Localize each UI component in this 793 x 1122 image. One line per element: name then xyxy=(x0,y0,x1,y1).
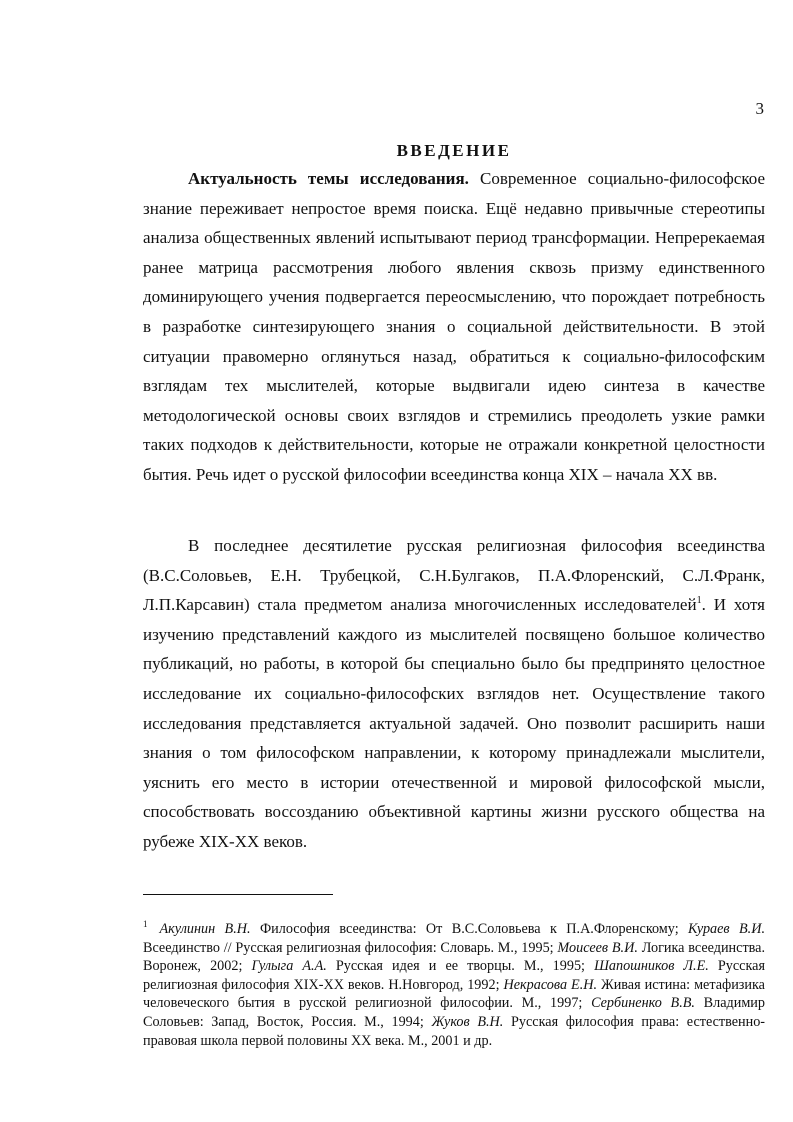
paragraph-text: Современное социально-философское знание переживает непростое время поиска. Ещё недавно привычные стереотипы анализа общественных явлений испытывают период трансформации. Непререкаемая ранее матрица рассмотрения любого явления сквозь призму единственного доминирующего учения подвергается переосмыслению, что порождает потребность в разработке синтезирующего знания о социальной действительности. В этой ситуации правомерно оглянуться назад, обратиться к социально-философским взглядам тех мыслителей, которые выдвигали идею синтеза в качестве методологической основы своих взглядов и стремились преодолеть узкие рамки таких подходов к действительности, которые не отражали конкретной целостности бытия. Речь идет о русской философии всеединства конца XIX – начала XX вв. xyxy=(143,169,765,484)
footnote-work: Живая истина: метафизика человеческого бытия в русской религиозной философии. М., 1997; xyxy=(143,976,765,1012)
footnote-author: Некрасова Е.Н. xyxy=(503,976,598,993)
footnote-work: Русская идея и ее творцы. М., 1995; xyxy=(326,958,595,975)
paragraph-research-state xyxy=(143,531,765,857)
footnote-author: Моисеев В.И. xyxy=(557,939,638,956)
footnote-mark: 1 xyxy=(143,919,148,929)
footnote-author: Гулыга А.А. xyxy=(251,958,327,975)
footnote xyxy=(143,920,765,1050)
page-number: 3 xyxy=(755,99,764,118)
footnote-reference[interactable]: 1 xyxy=(696,595,702,607)
footnote-author: Акулинин В.Н. xyxy=(159,921,251,937)
footnote-author: Кураев В.И. xyxy=(688,921,765,937)
footnote-work: Владимир Соловьев: Запад, Восток, Россия. М., 1994; xyxy=(143,995,765,1030)
footnote-author: Сербиненко В.В. xyxy=(591,995,695,1012)
footnote-work: Русская философия права: естественно-правовая школа первой половины XX века. М., 2001 и др. xyxy=(143,1013,766,1049)
paragraph-relevance xyxy=(143,164,765,490)
footnote-author: Шапошников Л.Е. xyxy=(594,958,709,975)
section-heading: ВВЕДЕНИЕ xyxy=(396,141,512,160)
footnote-work: Логика всеединства. Воронеж, 2002; xyxy=(143,939,766,975)
footnote-work: Философия всеединства: От В.С.Соловьева к П.А.Флоренскому; xyxy=(250,921,689,937)
footnote-author: Жуков В.Н. xyxy=(431,1013,504,1030)
footnote-divider xyxy=(143,894,333,895)
footnote-work: Всеединство // Русская религиозная философия: Словарь. М., 1995; xyxy=(143,939,558,956)
paragraph-text-before-note: В последнее десятилетие русская религиозная философия всеединства (В.С.Соловьев, Е.Н. Трубецкой, С.Н.Булгаков, П.А.Флоренский, С.Л.Франк, Л.П.Карсавин) стала предметом анализа многочисленных исследователей xyxy=(143,536,765,615)
paragraph-lead-heading: Актуальность темы исследования. xyxy=(188,169,469,188)
paragraph-text-after-note: . И хотя изучению представлений каждого из мыслителей посвящено большое количество публикаций, но работы, в которой бы специально было бы предпринято целостное исследование их социально-философских взглядов нет. Осуществление такого исследования представляется актуальной задачей. Оно позволит расширить наши знания о том философском направлении, к которому принадлежали мыслители, уяснить его место в истории отечественной и мировой философской мысли, способствовать воссозданию объективной картины жизни русского общества на рубеже XIX-XX веков. xyxy=(143,595,766,851)
footnote-work: Русская религиозная философия XIX-XX веков. Н.Новгород, 1992; xyxy=(143,958,765,993)
